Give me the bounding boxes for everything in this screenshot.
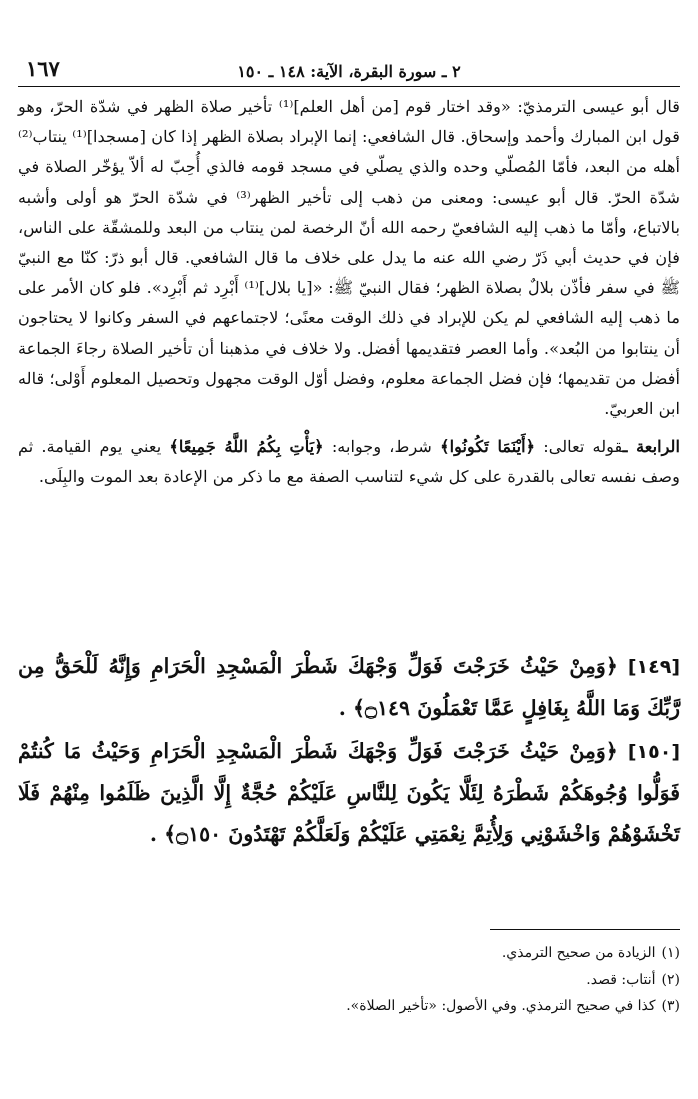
issue-label: الرابعة ـ	[622, 437, 680, 457]
footnote-separator	[490, 929, 680, 930]
verse-number: [١٥٠]	[627, 741, 680, 763]
footnote-number: (٣)	[661, 998, 680, 1014]
chapter-title: ٢ ـ سورة البقرة، الآية: ١٤٨ ـ ١٥٠	[237, 62, 461, 81]
footnote-1	[120, 940, 680, 967]
page-number: ١٦٧	[26, 56, 60, 81]
verse-text: ﴿وَمِنْ حَيْثُ خَرَجْتَ فَوَلِّ وَجْهَكَ شَطْرَ الْمَسْجِدِ الْحَرَامِ وَإِنَّهُ لَلْحَقُّ مِن رَّبِّكَ وَمَا اللَّهُ بِغَافِلٍ عَمَّا تَعْمَلُونَ ۝١٤٩﴾ .	[18, 654, 680, 720]
paragraph-fourth-issue	[18, 432, 680, 492]
issue-intro: قوله تعالى:	[543, 437, 623, 457]
footnote-3	[120, 993, 680, 1020]
footnotes	[120, 940, 680, 1020]
footnote-text: الزيادة من صحيح الترمذي.	[501, 945, 656, 961]
footnote-text: كذا في صحيح الترمذي. وفي الأصول: «تأخير الصلاة».	[346, 998, 656, 1014]
paragraph-tirmidhi-discussion: قال أبو عيسى الترمذيّ: «وقد اختار قوم [من أهل العلم]⁽¹⁾ تأخير صلاة الظهر في شدّة الحرّ، وهو قول ابن المبارك وأحمد وإسحاق. قال الشافعي: إنما الإبراد بصلاة الظهر إذا كان [مسجدا]⁽¹⁾ ينتاب⁽²⁾ أهله من البعد، فأمّا المُصلّي وحده والذي يصلّي في مسجد قومه فالذي أُحِبّ له ألاّ يؤخّر الصلاة في شدّة الحرّ. قال أبو عيسى: ومعنى من ذهب إلى تأخير الظهر⁽³⁾ في شدّة الحرّ هو أولى وأشبه بالاتباع، وأمّا ما ذهب إليه الشافعيّ رحمه الله أنّ الرخصة لمن ينتاب من البعد وللمشقّة على الناس، فإن في حديث أبي ذَرّ رضي الله عنه ما يدل على خلاف ما قال الشافعي. قال أبو ذرّ: كنّا مع النبيّ ﷺ في سفر فأذّن بلالٌ بصلاة الظهر؛ فقال النبيّ ﷺ: «[يا بلال]⁽¹⁾ أَبْرِد ثم أَبْرِد». فلو كان الأمر على ما ذهب إليه الشافعي لم يكن للإبراد في ذلك الوقت معنًى؛ لاجتماعهم في السفر وكانوا لا يحتاجون أن ينتابوا من البُعد». وأما العصر فتقديمها أفضل. ولا خلاف في مذهبنا أن تأخير الصلاة رجاءَ الجماعة أفضل من تقديمها؛ فإن فضل الجماعة معلوم، وفضل أوّل الوقت مجهول وتحصيل المعلوم أَوْلى؛ قاله ابن العربيّ.	[18, 97, 681, 419]
quran-quote: ﴿يَأْتِ بِكُمُ اللَّهُ جَمِيعًا﴾	[169, 437, 324, 457]
book-page	[18, 0, 680, 1099]
verse-149	[18, 646, 680, 729]
footnote-number: (٢)	[661, 971, 680, 988]
verse-150	[18, 731, 680, 855]
commentary-text	[18, 92, 680, 493]
verse-number: [١٤٩]	[627, 656, 680, 678]
quran-verses	[18, 646, 680, 857]
running-header	[18, 56, 680, 87]
footnote-number: (١)	[661, 945, 680, 961]
verse-text: ﴿وَمِنْ حَيْثُ خَرَجْتَ فَوَلِّ وَجْهَكَ شَطْرَ الْمَسْجِدِ الْحَرَامِ وَحَيْثُ مَا كُنتُمْ فَوَلُّوا وُجُوهَكُمْ شَطْرَهُ لِئَلَّا يَكُونَ لِلنَّاسِ عَلَيْكُمْ حُجَّةٌ إِلَّا الَّذِينَ ظَلَمُوا مِنْهُمْ فَلَا تَخْشَوْهُمْ وَاخْشَوْنِي وَلِأُتِمَّ نِعْمَتِي عَلَيْكُمْ وَلَعَلَّكُمْ تَهْتَدُونَ ۝١٥٠﴾ .	[18, 739, 680, 846]
footnote-2	[120, 967, 680, 994]
issue-middle: شرط، وجوابه:	[331, 437, 432, 457]
footnote-text: أنتاب: قصد.	[586, 971, 656, 988]
issue-rest: يعني يوم القيامة. ثم وصف نفسه تعالى بالقدرة على كل شيء لتناسب الصفة مع ما ذكر من الإعادة بعد الموت والبِلَى.	[18, 437, 680, 487]
quran-quote: ﴿أَيْنَمَا تَكُونُوا﴾	[440, 437, 536, 457]
